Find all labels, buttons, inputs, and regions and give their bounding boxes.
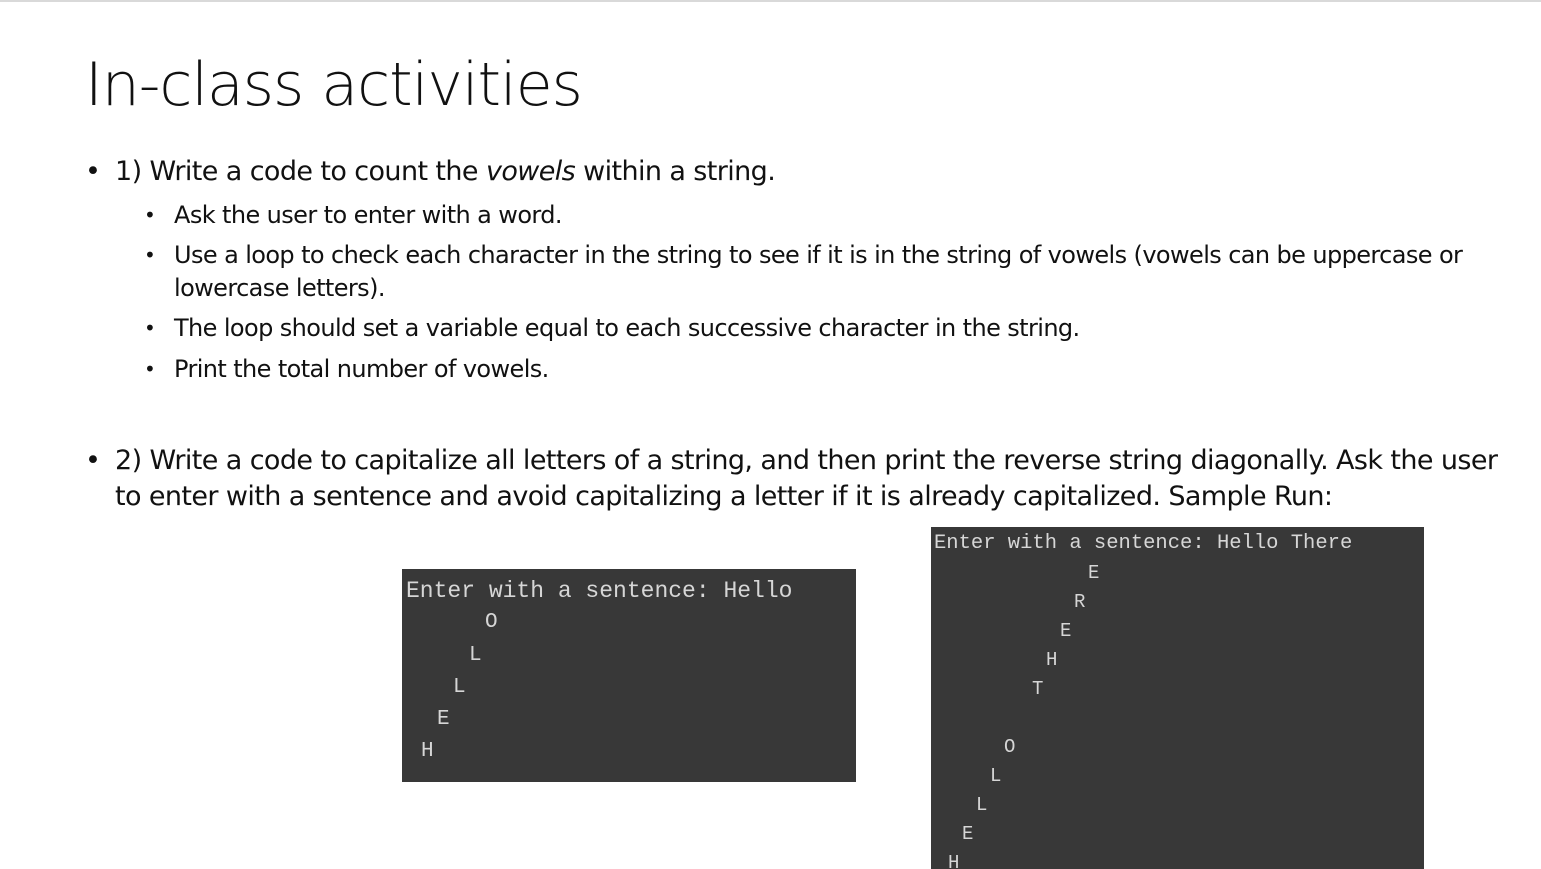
output-char: O [485,611,498,634]
sample-run-terminal-hello-there [931,527,1424,869]
activity-1-text-suffix: within a string. [575,156,776,187]
output-char: R [1074,591,1086,613]
output-char: L [453,676,466,699]
output-char: O [1004,736,1016,758]
sample-run-terminal-hello [402,569,856,782]
output-char: H [1046,649,1058,671]
output-char: L [976,794,988,816]
subitem-text: Ask the user to enter with a word. [174,201,562,229]
output-char: T [1032,678,1044,700]
activity-1-subitem [144,353,1524,386]
bullet-dot: • [144,357,156,381]
output-char: E [437,708,450,731]
terminal-prompt-line: Enter with a sentence: Hello There [934,532,1353,555]
slide-title: In-class activities [85,50,582,120]
output-char: E [1088,562,1100,584]
bullet-dot: • [85,445,101,476]
bullet-dot: • [144,316,156,340]
activity-1-text-prefix: 1) Write a code to count the [115,156,486,187]
top-divider [0,0,1541,2]
activity-1-subitem [144,239,1509,305]
output-char: L [990,765,1002,787]
activity-1-subitem [144,312,1524,345]
bullet-dot: • [144,243,156,267]
activity-2-item [85,443,1515,515]
terminal-prompt-line: Enter with a sentence: Hello [406,578,793,604]
subitem-text: Print the total number of vowels. [174,355,549,383]
subitem-text: The loop should set a variable equal to each successive character in the string. [174,314,1080,342]
output-char: E [962,823,974,845]
output-char: L [469,644,482,667]
activity-1-emphasis: vowels [485,156,576,187]
output-char: H [421,740,434,763]
activity-1-item [85,154,776,190]
activity-1-subitem [144,199,1524,232]
bullet-dot: • [85,156,101,187]
activity-2-text: 2) Write a code to capitalize all letters of a string, and then print the reverse string diagonally. Ask the user to enter with a sentence and avoid capitalizing a letter if it is already capitalized. Sample Run: [115,445,1498,512]
bullet-dot: • [144,203,156,227]
output-char: E [1060,620,1072,642]
output-char: H [948,852,960,869]
subitem-text: Use a loop to check each character in the string to see if it is in the string of vowels (vowels can be uppercase or lowercase letters). [174,241,1463,302]
